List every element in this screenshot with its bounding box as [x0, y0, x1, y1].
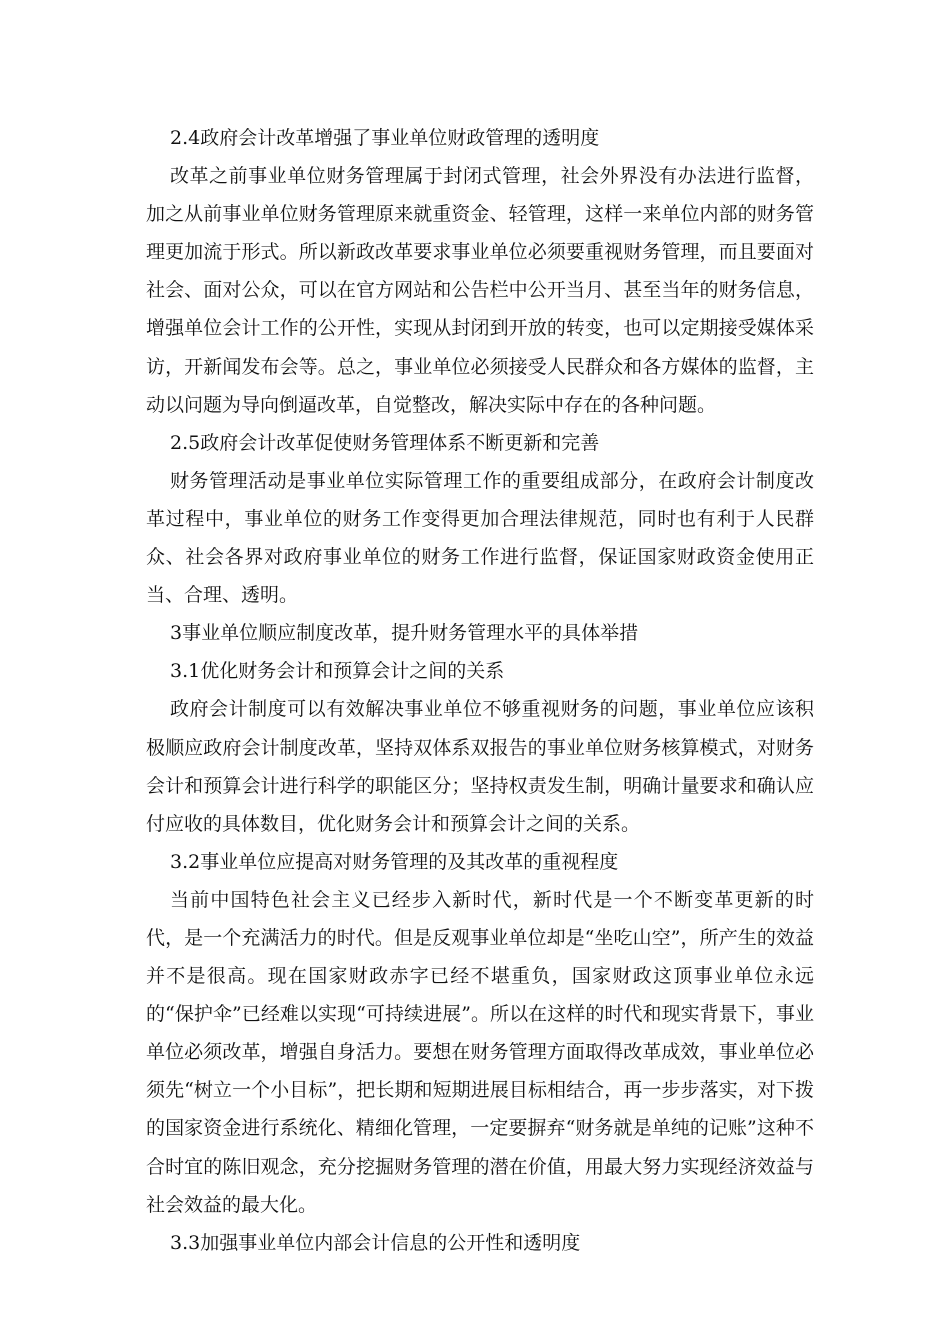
- section-heading-2-4: 2.4政府会计改革增强了事业单位财政管理的透明度: [170, 127, 600, 149]
- section-paragraph-3-1: 政府会计制度可以有效解决事业单位不够重视财务的问题，事业单位应该积极顺应政府会计制度改革，坚持双体系双报告的事业单位财务核算模式，对财务会计和预算会计进行科学的职能区分；坚持权责发生制，明确计量要求和确认应付应收的具体数目，优化财务会计和预算会计之间的关系。: [146, 698, 814, 835]
- document-body: [146, 119, 814, 1262]
- section-heading-3-3: 3.3加强事业单位内部会计信息的公开性和透明度: [170, 1231, 581, 1254]
- section-heading-3-1: 3.1优化财务会计和预算会计之间的关系: [170, 660, 505, 683]
- section-paragraph-2-5: 财务管理活动是事业单位实际管理工作的重要组成部分，在政府会计制度改革过程中，事业单位的财务工作变得更加合理法律规范，同时也有利于人民群众、社会各界对政府事业单位的财务工作进行监督，保证国家财政资金使用正当、合理、透明。: [146, 469, 814, 607]
- section-heading-2-5: 2.5政府会计改革促使财务管理体系不断更新和完善: [170, 431, 600, 454]
- section-heading-3-2: 3.2事业单位应提高对财务管理的及其改革的重视程度: [170, 850, 619, 873]
- section-paragraph-2-4: 改革之前事业单位财务管理属于封闭式管理，社会外界没有办法进行监督，加之从前事业单位财务管理原来就重资金、轻管理，这样一来单位内部的财务管理更加流于形式。所以新政改革要求事业单位必须要重视财务管理，而且要面对社会、面对公众，可以在官方网站和公告栏中公开当月、甚至当年的财务信息，增强单位会计工作的公开性，实现从封闭到开放的转变，也可以定期接受媒体采访，开新闻发布会等。总之，事业单位必须接受人民群众和各方媒体的监督，主动以问题为导向倒逼改革，自觉整改，解决实际中存在的各种问题。: [146, 165, 814, 416]
- section-heading-3: 3事业单位顺应制度改革，提升财务管理水平的具体举措: [170, 622, 639, 645]
- section-paragraph-3-2: 当前中国特色社会主义已经步入新时代，新时代是一个不断变革更新的时代，是一个充满活力的时代。但是反观事业单位却是“坐吃山空”，所产生的效益并不是很高。现在国家财政赤字已经不堪重负，国家财政这顶事业单位永远的“保护伞”已经难以实现“可持续进展”。所以在这样的时代和现实背景下，事业单位必须改革，增强自身活力。要想在财务管理方面取得改革成效，事业单位必须先“树立一个小目标”，把长期和短期进展目标相结合，再一步步落实，对下拨的国家资金进行系统化、精细化管理，一定要摒弃“财务就是单纯的记账”这种不合时宜的陈旧观念，充分挖掘财务管理的潜在价值，用最大努力实现经济效益与社会效益的最大化。: [146, 888, 814, 1216]
